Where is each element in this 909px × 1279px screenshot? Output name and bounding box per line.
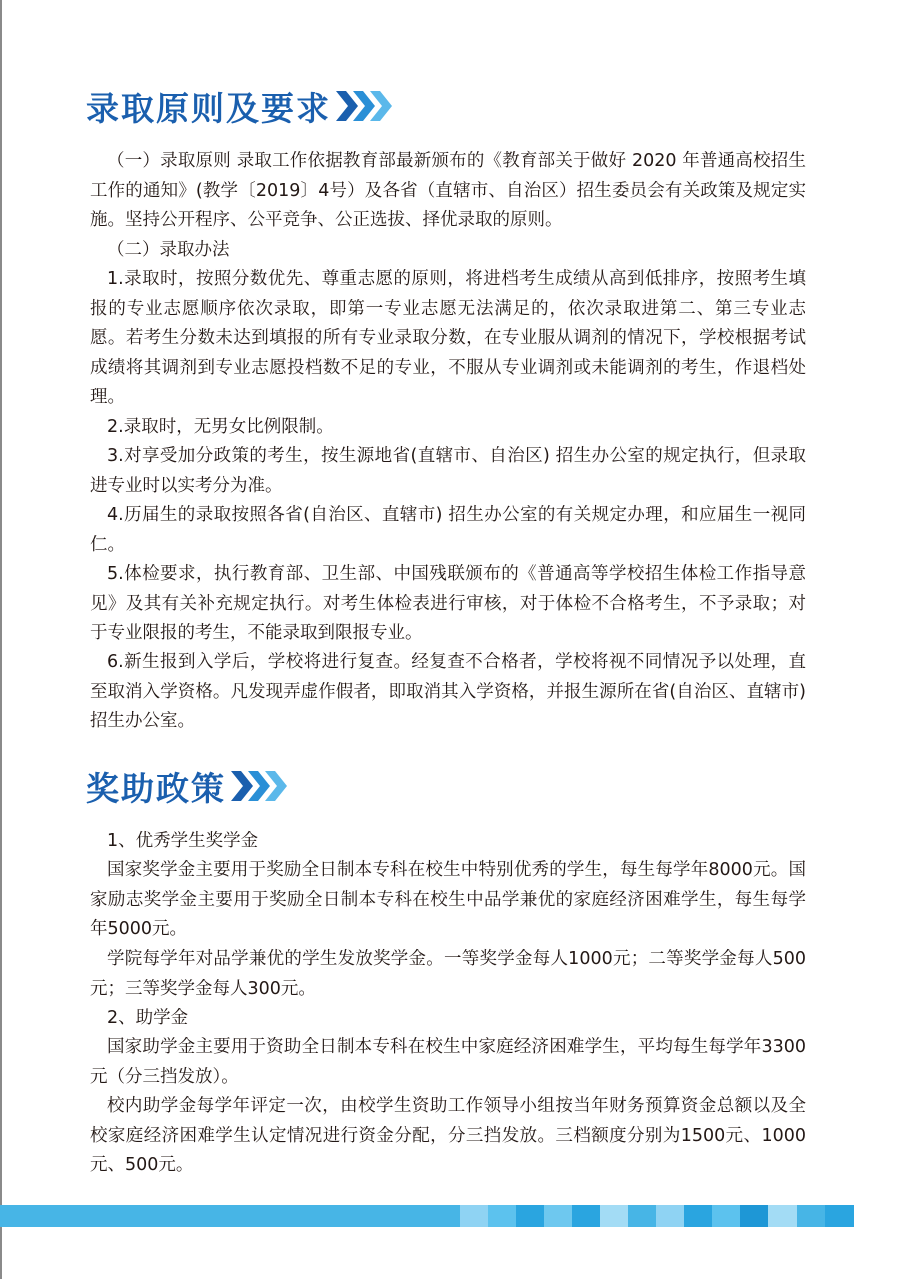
band-segment <box>684 1205 712 1227</box>
paragraph-school-grant: 校内助学金每学年评定一次，由校学生资助工作领导小组按当年财务预算资金总额以及全校家庭经济困难学生认定情况进行资金分配，分三挡发放。三档额度分别为1500元、1000元、500元。 <box>90 1096 806 1175</box>
section-heading-admission <box>86 82 392 130</box>
chevron-group <box>236 771 287 801</box>
band-segment <box>740 1205 768 1227</box>
band-segment <box>544 1205 572 1227</box>
band-segment <box>460 1205 488 1227</box>
paragraph-rule-1: 1.录取时，按照分数优先、尊重志愿的原则，将进档考生成绩从高到低排序，按照考生填报的专业志愿顺序依次录取，即第一专业志愿无法满足的，依次录取进第二、第三专业志愿。若考生分数未达到填报的所有专业录取分数，在专业服从调剂的情况下，学校根据考试成绩将其调剂到专业志愿投档数不足的专业，不服从专业调剂或未能调剂的考生，作退档处理。 <box>90 269 806 407</box>
paragraph-rule-3: 3.对享受加分政策的考生，按生源地省(直辖市、自治区) 招生办公室的规定执行，但录取进专业时以实考分为准。 <box>90 446 806 496</box>
band-segment <box>516 1205 544 1227</box>
band-segment <box>712 1205 740 1227</box>
band-segment <box>825 1205 854 1227</box>
band-segment <box>0 1205 460 1227</box>
band-segment <box>656 1205 684 1227</box>
paragraph-subheading: （二）录取办法 <box>107 240 230 260</box>
paragraph-rule-4: 4.历届生的录取按照各省(自治区、直辖市) 招生办公室的有关规定办理，和应届生一视同仁。 <box>90 505 806 555</box>
page-edge-line <box>0 0 2 1279</box>
section-heading-financial-aid <box>86 762 287 810</box>
paragraph-national-scholarship: 国家奖学金主要用于奖励全日制本专科在校生中特别优秀的学生，每生每学年8000元。国家励志奖学金主要用于奖励全日制本专科在校生中品学兼优的家庭经济困难学生，每生每学年5000元。 <box>90 860 806 939</box>
band-segment <box>797 1205 825 1227</box>
band-segment <box>628 1205 656 1227</box>
bottom-decorative-band <box>0 1205 909 1227</box>
chevron-right-icon <box>370 91 392 121</box>
paragraph-college-scholarship: 学院每学年对品学兼优的学生发放奖学金。一等奖学金每人1000元；二等奖学金每人500元；三等奖学金每人300元。 <box>90 949 806 999</box>
band-segment <box>600 1205 628 1227</box>
band-segment <box>572 1205 600 1227</box>
paragraph-admission-principle: （一）录取原则 录取工作依据教育部最新颁布的《教育部关于做好 2020 年普通高校招生工作的通知》(教学〔2019〕4号）及各省（直辖市、自治区）招生委员会有关政策及规定实施。坚持公开程序、公平竞争、公正选拔、择优录取的原则。 <box>90 151 806 230</box>
section-title: 录取原则及要求 <box>86 88 331 128</box>
chevron-group <box>341 91 392 121</box>
band-segment <box>488 1205 516 1227</box>
band-segment <box>768 1205 797 1227</box>
paragraph-national-grant: 国家助学金主要用于资助全日制本专科在校生中家庭经济困难学生，平均每生每学年3300元（分三挡发放）。 <box>90 1037 806 1087</box>
paragraph-rule-6: 6.新生报到入学后，学校将进行复查。经复查不合格者，学校将视不同情况予以处理，直至取消入学资格。凡发现弄虚作假者，即取消其入学资格，并报生源所在省(自治区、直辖市)招生办公室。 <box>90 652 806 731</box>
paragraph-subheading: 1、优秀学生奖学金 <box>107 831 259 851</box>
paragraph-subheading: 2、助学金 <box>107 1008 189 1028</box>
paragraph-rule-5: 5.体检要求，执行教育部、卫生部、中国残联颁布的《普通高等学校招生体检工作指导意见》及其有关补充规定执行。对考生体检表进行审核，对于体检不合格考生，不予录取；对于专业限报的考生，不能录取到限报专业。 <box>90 564 806 643</box>
section-title: 奖助政策 <box>86 768 226 808</box>
chevron-right-icon <box>265 771 287 801</box>
paragraph-rule-2: 2.录取时，无男女比例限制。 <box>107 417 334 437</box>
